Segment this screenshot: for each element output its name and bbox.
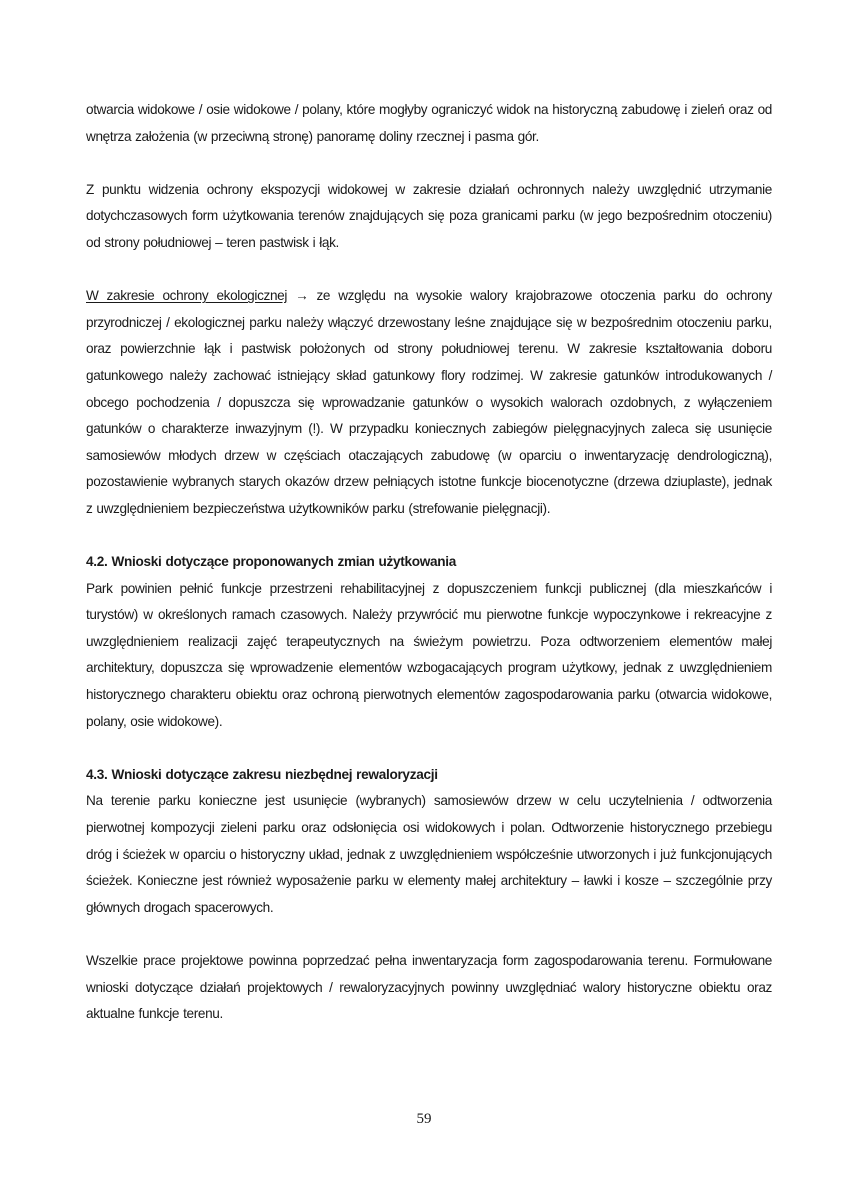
paragraph-gap (86, 150, 772, 177)
paragraph-view-openings: otwarcia widokowe / osie widokowe / polany, które mogłyby ograniczyć widok na historyczną zabudowę i zieleń oraz od wnętrza założenia (w przeciwną stronę) panoramę doliny rzecznej i pasma gór. (86, 102, 772, 144)
page-number: 59 (416, 1111, 432, 1127)
document-page (86, 97, 772, 1028)
paragraph-proposed-use-changes: Park powinien pełnić funkcje przestrzeni rehabilitacyjnej z dopuszczeniem funkcji publicznej (dla mieszkańców i turystów) w określonych ramach czasowych. Należy przywrócić mu pierwotne funkcje wypoczynkowe i rekreacyjne z uwzględnieniem realizacji zajęć terapeutycznych na świeżym powietrzu. Poza odtworzeniem elementów małej architektury, dopuszcza się wprowadzenie elementów wzbogacających program użytkowy, jednak z uwzględnieniem historycznego charakteru obiektu oraz ochroną pierwotnych elementów zagospodarowania parku (otwarcia widokowe, polany, osie widokowe). (86, 580, 772, 729)
paragraph-gap (86, 735, 772, 762)
paragraph-design-work: Wszelkie prace projektowe powinna poprzedzać pełna inwentaryzacja form zagospodarowania terenu. Formułowane wnioski dotyczące działań projektowych / rewaloryzacyjnych powinny uwzględniać walory historyczne obiektu oraz aktualne funkcje terenu. (86, 953, 772, 1022)
paragraph-ecological-protection (86, 283, 772, 522)
ecological-protection-text: → ze względu na wysokie walory krajobrazowe otoczenia parku do ochrony przyrodniczej / ekologicznej parku należy włączyć drzewostany leśne znajdujące się w bezpośrednim otoczeniu parku, oraz powierzchnie łąk i pastwisk położonych od strony południowej terenu. W zakresie kształtowania doboru gatunkowego należy zachować istniejący skład gatunkowy flory rodzimej. W zakresie gatunków introdukowanych / obcego pochodzenia / dopuszcza się wprowadzanie gatunków o wysokich walorach ozdobnych, z wyłączeniem gatunków o charakterze inwazyjnym (!). W przypadku koniecznych zabiegów pielęgnacyjnych zaleca się usunięcie samosiewów młodych drzew w częściach otaczających zabudowę (w oparciu o inwentaryzację dendrologiczną), pozostawienie wybranych starych okazów drzew pełniących istotne funkcje biocenotyczne (drzewa dziuplaste), jednak z uwzględnieniem bezpieczeństwa użytkowników parku (strefowanie pielęgnacji). (86, 288, 773, 516)
paragraph-exposure-protection: Z punktu widzenia ochrony ekspozycji widokowej w zakresie działań ochronnych należy uwzględnić utrzymanie dotychczasowych form użytkowania terenów znajdujących się poza granicami parku (w jego bezpośrednim otoczeniu) od strony południowej – teren pastwisk i łąk. (86, 181, 772, 250)
paragraph-revalorization-scope: Na terenie parku konieczne jest usunięcie (wybranych) samosiewów drzew w celu uczytelnienia / odtworzenia pierwotnej kompozycji zieleni parku oraz odsłonięcia osi widokowych i polan. Odtworzenie historycznego przebiegu dróg i ścieżek w oparciu o historyczny układ, jednak z uwzględnieniem współcześnie utworzonych i już funkcjonujących ścieżek. Konieczne jest również wyposażenie parku w elementy małej architektury – ławki i kosze – szczególnie przy głównych drogach spacerowych. (86, 793, 772, 915)
paragraph-gap (86, 523, 772, 550)
ecological-protection-lead: W zakresie ochrony ekologicznej (86, 288, 288, 304)
section-heading-4-2: 4.2. Wnioski dotyczące proponowanych zmian użytkowania (86, 554, 457, 570)
paragraph-gap (86, 921, 772, 948)
paragraph-gap (86, 257, 772, 284)
section-heading-4-3: 4.3. Wnioski dotyczące zakresu niezbędnej rewaloryzacji (86, 766, 438, 782)
